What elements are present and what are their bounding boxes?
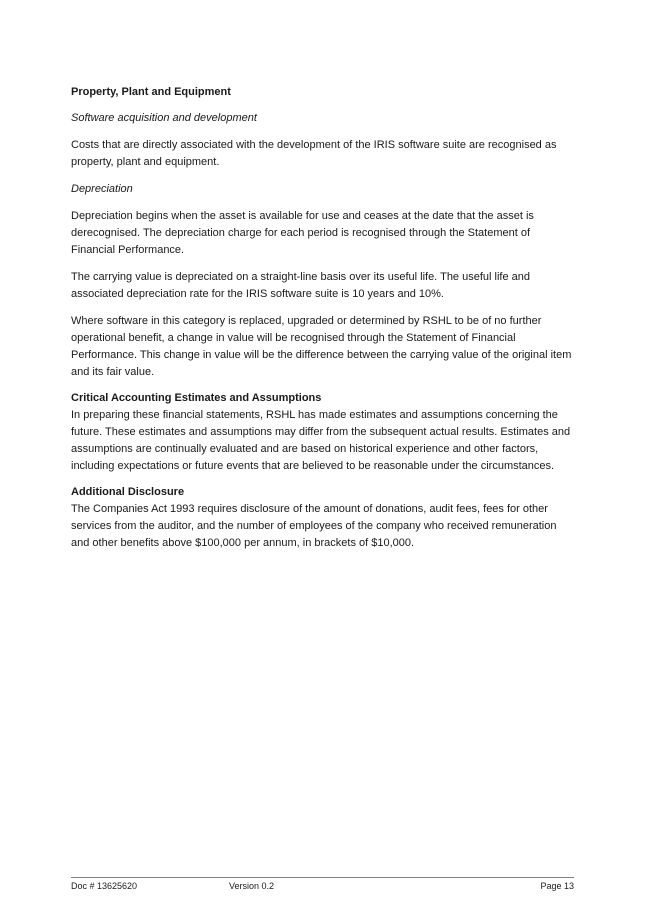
page-content [71,84,576,552]
depreciation-paragraph-1: Depreciation begins when the asset is available for use and ceases at the date that the asset is derecognised. The depreciation charge for each period is recognised through the Statement of Financial Performance. [71,210,534,256]
software-subheading: Software acquisition and development [71,112,257,124]
depreciation-paragraph-3: Where software in this category is replaced, upgraded or determined by RSHL to be of no further operational benefit, a change in value will be recognised through the Statement of Financial Performance. This change in value will be the difference between the carrying value of the original item and its fair value. [71,315,572,378]
disclosure-paragraph: The Companies Act 1993 requires disclosure of the amount of donations, audit fees, fees for other services from the auditor, and the number of employees of the company who received remuneration and other benefits above $100,000 per annum, in brackets of $10,000. [71,503,557,549]
ppe-heading: Property, Plant and Equipment [71,86,231,98]
footer-doc-number: Doc # 13625620 [71,881,138,891]
software-paragraph: Costs that are directly associated with the development of the IRIS software suite are recognised as property, plant and equipment. [71,139,557,168]
estimates-paragraph: In preparing these financial statements, RSHL has made estimates and assumptions concerning the future. These estimates and assumptions may differ from the subsequent actual results. Estimates and assumptions are continually evaluated and are based on historical experience and other factors, including expectations or future events that are believed to be reasonable under the circumstances. [71,409,571,472]
footer-version: Version 0.2 [229,881,275,891]
footer-divider [71,877,574,878]
depreciation-subheading: Depreciation [71,183,133,195]
disclosure-heading: Additional Disclosure [71,486,185,498]
footer-page-number: Page 13 [540,881,574,891]
estimates-heading: Critical Accounting Estimates and Assumptions [71,392,322,404]
depreciation-paragraph-2: The carrying value is depreciated on a straight-line basis over its useful life. The useful life and associated depreciation rate for the IRIS software suite is 10 years and 10%. [71,271,530,300]
